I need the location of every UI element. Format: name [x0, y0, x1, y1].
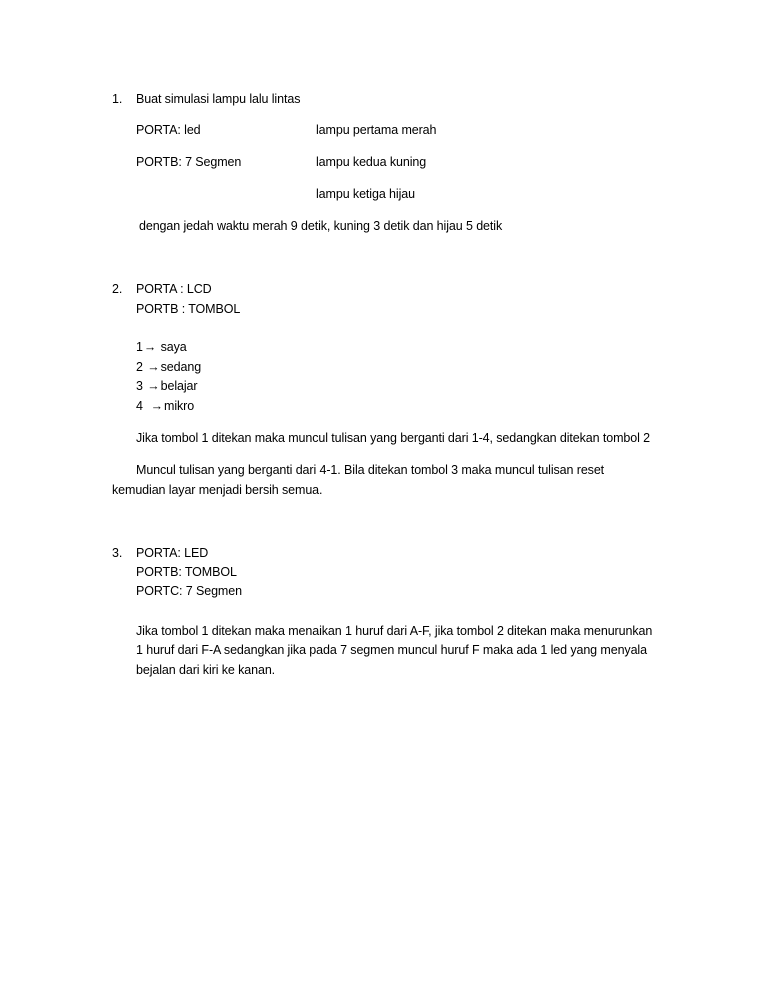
item3-paragraph-line-3: bejalan dari kiri ke kanan. — [136, 663, 276, 677]
mapping-item — [136, 379, 197, 394]
mapping-item — [136, 399, 194, 414]
mapping-value: mikro — [164, 399, 195, 413]
item1-number: 1. — [112, 92, 123, 106]
item1-delay: dengan jedah waktu merah 9 detik, kuning 3 detik dan hijau 5 detik — [139, 219, 503, 233]
item1-title: Buat simulasi lampu lalu lintas — [136, 92, 301, 106]
item1-lamp2: lampu kedua kuning — [316, 155, 427, 169]
arrow-icon: → — [147, 379, 160, 393]
mapping-item — [136, 340, 187, 355]
item3-paragraph-line-2: 1 huruf dari F-A sedangkan jika pada 7 segmen muncul huruf F maka ada 1 led yang menyala — [136, 643, 647, 657]
mapping-key: 2 — [136, 360, 147, 374]
item2-number: 2. — [112, 282, 123, 296]
item1-porta: PORTA: led — [136, 123, 201, 137]
item1-portb: PORTB: 7 Segmen — [136, 155, 242, 169]
arrow-icon: → — [143, 340, 157, 354]
mapping-key: 3 — [136, 379, 147, 393]
arrow-icon: → — [147, 360, 160, 374]
item1-lamp3: lampu ketiga hijau — [316, 187, 415, 201]
item1-lamp1: lampu pertama merah — [316, 123, 437, 137]
item2-portb: PORTB : TOMBOL — [136, 302, 241, 316]
mapping-value: sedang — [160, 360, 202, 374]
mapping-item — [136, 360, 201, 375]
item2-paragraph-2-line-2: kemudian layar menjadi bersih semua. — [112, 483, 323, 497]
item2-paragraph-1: Jika tombol 1 ditekan maka muncul tulisan yang berganti dari 1-4, sedangkan ditekan tombol 2 — [136, 431, 651, 445]
arrow-icon: → — [150, 399, 164, 413]
item2-porta: PORTA : LCD — [136, 282, 212, 296]
item2-paragraph-2-line-1: Muncul tulisan yang berganti dari 4-1. Bila ditekan tombol 3 maka muncul tulisan reset — [136, 463, 605, 477]
item3-portc: PORTC: 7 Segmen — [136, 584, 242, 598]
mapping-key: 1 — [136, 340, 143, 354]
mapping-value: belajar — [160, 379, 198, 393]
item3-number: 3. — [112, 546, 123, 560]
mapping-value: saya — [157, 340, 187, 354]
mapping-key: 4 — [136, 399, 150, 413]
item3-portb: PORTB: TOMBOL — [136, 565, 237, 579]
item3-porta: PORTA: LED — [136, 546, 209, 560]
item3-paragraph-line-1: Jika tombol 1 ditekan maka menaikan 1 huruf dari A-F, jika tombol 2 ditekan maka menurunkan — [136, 624, 653, 638]
